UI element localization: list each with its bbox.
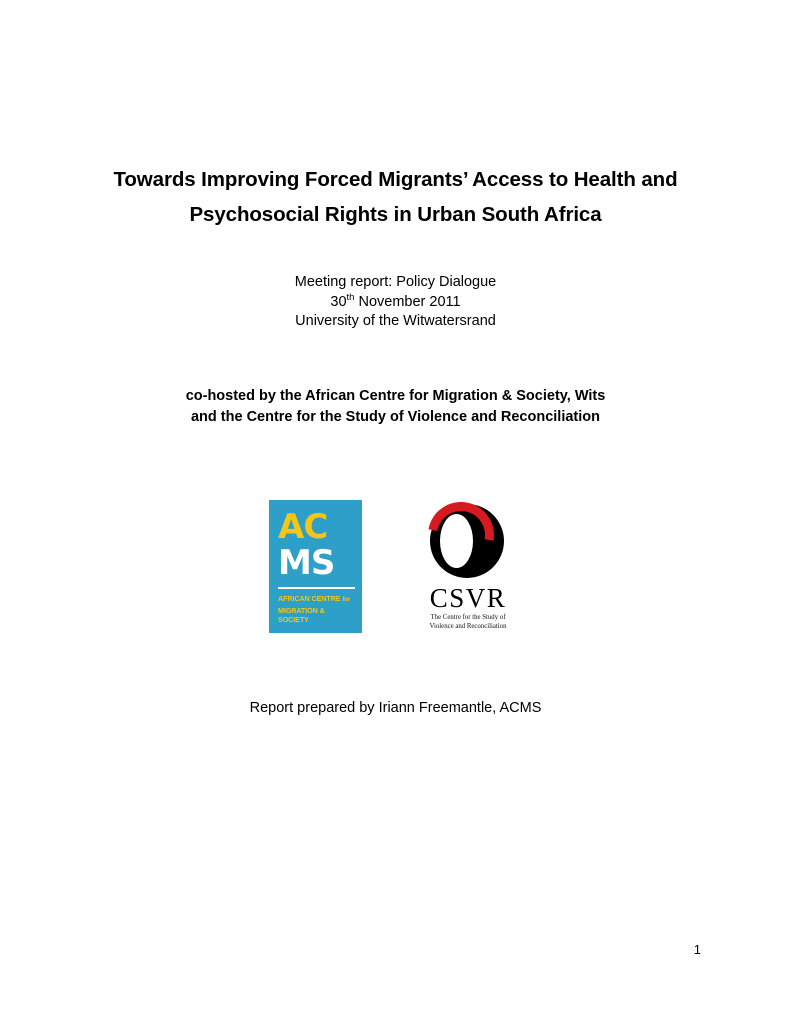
- cohost-line-2: and the Centre for the Study of Violence and Reconciliation: [190, 409, 600, 425]
- acms-logo-line-1: AC: [278, 507, 328, 547]
- meeting-date-ordinal: th: [346, 291, 355, 303]
- meeting-type: Meeting report: Policy Dialogue: [294, 274, 497, 290]
- csvr-logo-name: CSVR: [429, 583, 507, 613]
- meeting-date-rest: November 2011: [354, 293, 461, 310]
- acms-logo-subtitle: [278, 594, 355, 625]
- csvr-logo-tagline: [414, 614, 522, 631]
- csvr-tagline-line-2: Violence and Reconciliation: [429, 622, 507, 630]
- acms-logo-subtitle-line-2: MIGRATION & SOCIETY: [278, 605, 325, 624]
- acms-logo-inner: [278, 509, 355, 626]
- prepared-by: Report prepared by Iriann Freemantle, ACMS: [249, 700, 542, 716]
- acms-subtitle-for: for: [342, 597, 351, 603]
- meeting-date-number: 30: [330, 293, 347, 310]
- csvr-red-arc-shape: [424, 500, 512, 546]
- cohost-line-1: co-hosted by the African Centre for Migration & Society, Wits: [185, 388, 606, 404]
- page-number: 1: [693, 942, 701, 957]
- title-line-1: Towards Improving Forced Migrants’ Access to Health and: [113, 168, 678, 191]
- logo-row: [0, 500, 791, 633]
- page-title: [95, 162, 696, 232]
- cohost-statement: [95, 386, 696, 428]
- csvr-logo: [414, 500, 522, 633]
- csvr-crescent-icon: [424, 500, 512, 582]
- acms-logo: [269, 500, 362, 633]
- title-line-2: Psychosocial Rights in Urban South Africa: [189, 203, 602, 226]
- meeting-details: [95, 273, 696, 332]
- acms-logo-subtitle-line-1: [278, 594, 355, 606]
- meeting-date: [95, 293, 696, 313]
- csvr-tagline-line-1: The Centre for the Study of: [430, 614, 506, 621]
- acms-subtitle-text-1: AFRICAN CENTRE: [278, 594, 343, 603]
- acms-logo-line-2: MS: [278, 543, 335, 583]
- acms-logo-divider: [278, 587, 355, 589]
- meeting-venue: University of the Witwatersrand: [295, 313, 496, 329]
